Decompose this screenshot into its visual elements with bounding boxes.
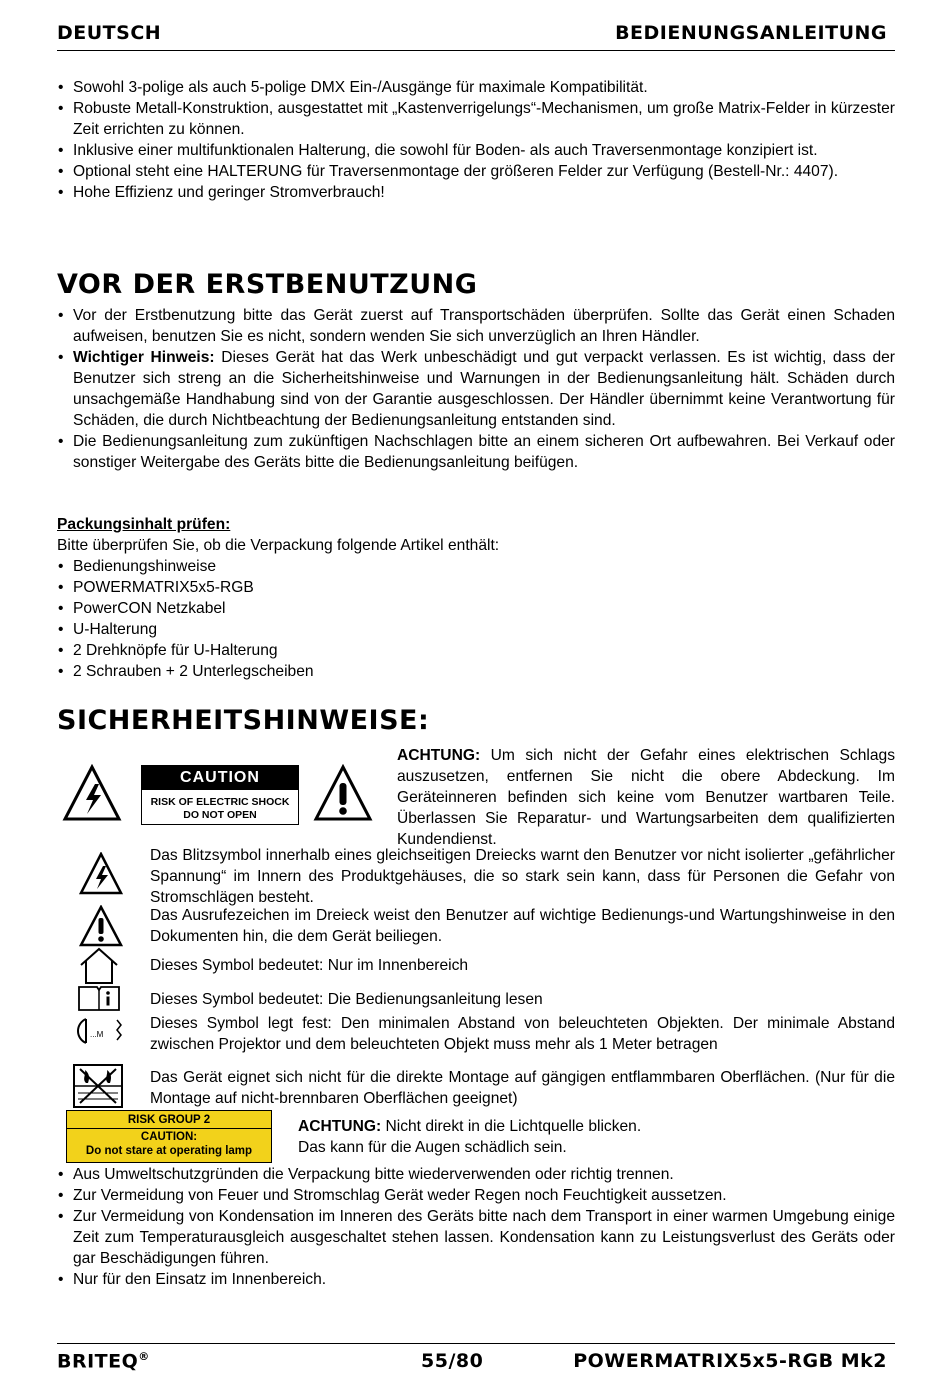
list-item: • Zur Vermeidung von Feuer und Stromschlag Gerät weder Regen noch Feuchtigkeit aussetzen.	[57, 1185, 895, 1206]
safety-list	[57, 1164, 895, 1290]
distance-text: Dieses Symbol legt fest: Den minimalen Abstand von beleuchteten Objekten. Der minimale Abstand zwischen Projektor und dem beleuchteten Objekt muss mehr als 1 Meter betragen	[150, 1015, 895, 1053]
caution-heading: CAUTION	[142, 766, 298, 790]
footer-brand	[57, 1350, 150, 1372]
header-title: BEDIENUNGSANLEITUNG	[615, 22, 887, 44]
risk-group-text: Do not stare at operating lamp	[85, 1145, 253, 1157]
list-item: • Bedienungshinweise	[57, 556, 895, 577]
risk-group-title: RISK GROUP 2	[127, 1114, 211, 1126]
header-language: DEUTSCH	[57, 22, 162, 44]
lightning-triangle-icon	[79, 852, 123, 896]
caution-text-label: ACHTUNG:	[397, 747, 481, 764]
distance-glyph: ...M	[90, 1030, 104, 1039]
list-item: • Hohe Effizienz und geringer Stromverbrauch!	[57, 182, 895, 203]
caution-text-body: Um sich nicht der Gefahr eines elektrischen Schlags auszusetzen, entfernen Sie nicht die obere Abdeckung. Im Geräteinneren befinden sich keine vom Benutzer wartbaren Teile. Überlassen Sie Reparatur- und Wartungsarbeiten dem qualifizierten Kundendienst.	[397, 747, 895, 848]
package-intro: Bitte überprüfen Sie, ob die Verpackung folgende Artikel enthält:	[57, 537, 500, 554]
electric-hazard-icon	[62, 764, 122, 822]
flammable-text: Das Gerät eignet sich nicht für die direkte Montage auf gängigen entflammbaren Oberflächen. (Nur für die Montage auf nicht-brennbaren Oberflächen geeignet)	[150, 1069, 895, 1107]
caution-line-2: DO NOT OPEN	[183, 809, 257, 821]
first-use-list	[57, 305, 895, 473]
feature-list	[57, 77, 895, 203]
list-item: • Die Bedienungsanleitung zum zukünftigen Nachschlagen bitte an einem sicheren Ort aufbewahren. Bei Verkauf oder sonstiger Weitergabe des Geräts bitte die Bedienungsanleitung beifügen.	[57, 431, 895, 473]
list-item: • Optional steht eine HALTERUNG für Traversenmontage der größeren Felder zur Verfügung (Bestell-Nr.: 4407).	[57, 161, 895, 182]
list-item: • Zur Vermeidung von Kondensation im Inneren des Geräts bitte nach dem Transport in einer warmen Umgebung einige Zeit zum Temperaturausgleich ausgeschaltet stehen lassen. Kondensation kann zu Leistungsverlust des Geräts oder gar Beschädigungen führen.	[57, 1206, 895, 1269]
min-distance-icon	[72, 1015, 126, 1047]
list-item: • Sowohl 3-polige als auch 5-polige DMX Ein-/Ausgänge für maximale Kompatibilität.	[57, 77, 895, 98]
footer-rule	[57, 1343, 895, 1344]
caution-text	[397, 745, 895, 850]
list-item: • Inklusive einer multifunktionalen Halterung, die sowohl für Boden- als auch Traversenmontage konzipiert ist.	[57, 140, 895, 161]
list-item: • Aus Umweltschutzgründen die Verpackung bitte wiederverwenden oder richtig trennen.	[57, 1164, 895, 1185]
package-title: Packungsinhalt prüfen:	[57, 516, 231, 533]
caution-label	[141, 765, 299, 825]
important-note-label: Wichtiger Hinweis:	[73, 349, 215, 366]
list-item	[57, 347, 895, 431]
read-manual-icon	[77, 984, 121, 1012]
list-item: • 2 Drehknöpfe für U-Halterung	[57, 640, 895, 661]
list-item: • Nur für den Einsatz im Innenbereich.	[57, 1269, 895, 1290]
manual-text: Dieses Symbol bedeutet: Die Bedienungsanleitung lesen	[150, 991, 543, 1008]
header-rule	[57, 50, 895, 51]
caution-line-1: RISK OF ELECTRIC SHOCK	[150, 796, 290, 808]
warning-exclamation-icon	[313, 764, 373, 822]
no-flammable-surface-icon	[72, 1063, 124, 1109]
risk-group-caution: CAUTION:	[140, 1131, 198, 1143]
indoor-house-icon	[77, 946, 121, 986]
lamp-warning-line-2: Das kann für die Augen schädlich sein.	[298, 1139, 567, 1156]
list-item: • PowerCON Netzkabel	[57, 598, 895, 619]
footer-reg-mark: ®	[138, 1350, 150, 1363]
risk-group-label	[66, 1110, 272, 1163]
footer-model: POWERMATRIX5x5-RGB Mk2	[573, 1350, 887, 1372]
list-item: • U-Halterung	[57, 619, 895, 640]
footer-brand-name: BRITEQ	[57, 1350, 139, 1373]
list-item: • Vor der Erstbenutzung bitte das Gerät zuerst auf Transportschäden überprüfen. Sollte das Gerät einen Schaden aufweisen, benutzen Sie es nicht, sondern wenden Sie sich unverzüglich an Ihren Händler.	[57, 305, 895, 347]
list-item: • 2 Schrauben + 2 Unterlegscheiben	[57, 661, 895, 682]
section-title-first-use: VOR DER ERSTBENUTZUNG	[57, 269, 478, 300]
indoor-text: Dieses Symbol bedeutet: Nur im Innenbereich	[150, 957, 469, 974]
exclamation-text: Das Ausrufezeichen im Dreieck weist den Benutzer auf wichtige Bedienungs-und Wartungshinweise in den Dokumenten hin, die dem Gerät beiliegen.	[150, 907, 895, 945]
important-note-text: Dieses Gerät hat das Werk unbeschädigt und gut verpackt verlassen. Es ist wichtig, dass der Benutzer sich streng an die Sicherheitshinweise und Warnungen in der Bedienungsanleitung hält. Schäden durch unsachgemäße Handhabung sind von der Garantie ausgeschlossen. Der Händler übernimmt keine Verantwortung für Schäden, die durch Nichtbeachtung der Bedienungsanleitung entstanden sind.	[73, 349, 895, 429]
lamp-warning-line-1	[298, 1116, 641, 1137]
list-item: • POWERMATRIX5x5-RGB	[57, 577, 895, 598]
lamp-warning-label: ACHTUNG:	[298, 1118, 382, 1135]
lightning-text: Das Blitzsymbol innerhalb eines gleichseitigen Dreiecks warnt den Benutzer vor nicht isolierter „gefährlicher Spannung“ im Innern des Produktgehäuses, die so stark sein kann, dass für Personen die Gefahr von Stromschlägen besteht.	[150, 847, 895, 906]
exclamation-triangle-icon	[79, 905, 123, 947]
lamp-warning-text: Nicht direkt in die Lichtquelle blicken.	[381, 1118, 642, 1135]
footer-page-number: 55/80	[421, 1350, 484, 1372]
package-list	[57, 556, 895, 682]
list-item: • Robuste Metall-Konstruktion, ausgestattet mit „Kastenverrigelungs“-Mechanismen, um große Matrix-Felder in kürzester Zeit errichten zu können.	[57, 98, 895, 140]
section-title-safety: SICHERHEITSHINWEISE:	[57, 705, 430, 736]
